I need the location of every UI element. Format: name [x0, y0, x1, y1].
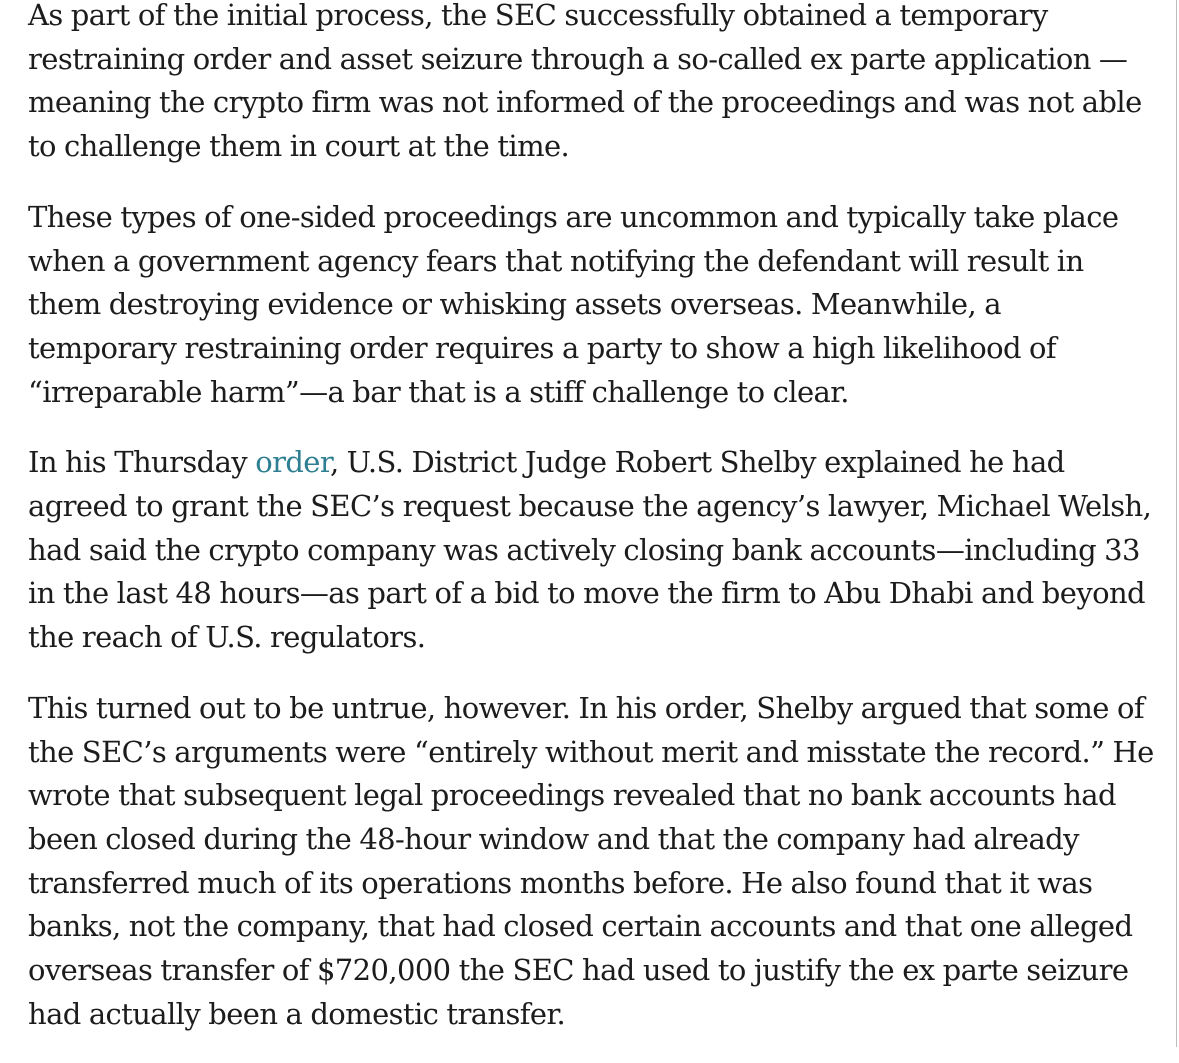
paragraph-judge-order-lead: In his Thursday: [28, 445, 256, 480]
paragraph-one-sided-proceedings: These types of one-sided proceedings are uncommon and typically take place when a government agency fears that notifying the defendant will result in them destroying evidence or whisking assets overseas. Meanwhile, a temporary restraining order requires a party to show a high likelihood of “irreparable harm”—a bar that is a stiff challenge to clear.: [28, 199, 1119, 409]
paragraph-judge-order: [28, 441, 1156, 660]
order-link[interactable]: order: [255, 445, 330, 480]
paragraph-ex-parte: As part of the initial process, the SEC successfully obtained a temporary restraining order and asset seizure through a so-called ex parte application —meaning the crypto firm was not informed of the proceedings and was not able to challenge them in court at the time.: [28, 0, 1142, 164]
right-edge-divider: [1176, 0, 1177, 1047]
paragraph-untrue: This turned out to be untrue, however. In his order, Shelby argued that some of the SEC’s arguments were “entirely without merit and misstate the record.” He wrote that subsequent legal proceedings revealed that no bank accounts had been closed during the 48-hour window and that the company had already transferred much of its operations months before. He also found that it was banks, not the company, that had closed certain accounts and that one alleged overseas transfer of $720,000 the SEC had used to justify the ex parte seizure had actually been a domestic transfer.: [28, 690, 1154, 1031]
article-body: [28, 0, 1156, 1063]
paragraph-judge-order-rest: , U.S. District Judge Robert Shelby explained he had agreed to grant the SEC’s request because the agency’s lawyer, Michael Welsh, had said the crypto company was actively closing bank accounts—including 33 in the last 48 hours—as part of a bid to move the firm to Abu Dhabi and beyond the reach of U.S. regulators.: [28, 445, 1152, 655]
